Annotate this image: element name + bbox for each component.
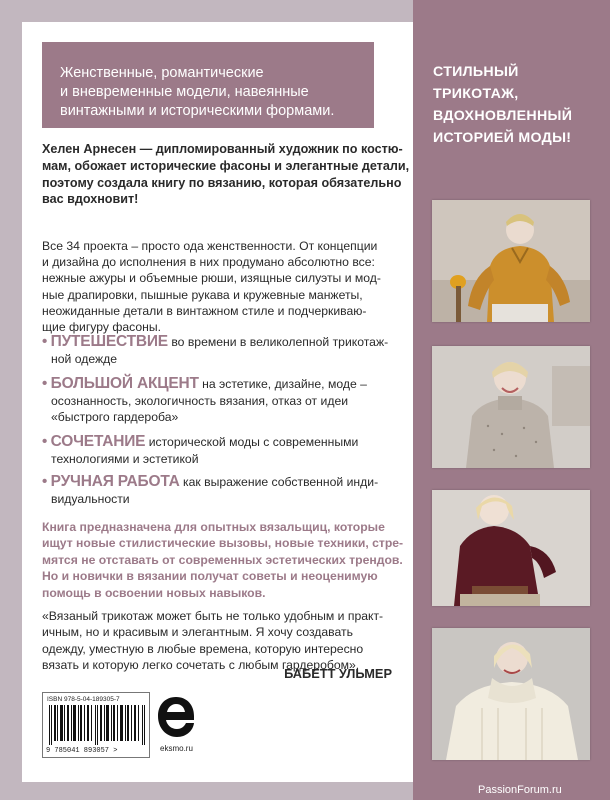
author-bio	[42, 141, 410, 208]
bullet-heading: СОЧЕТАНИЕ	[50, 433, 146, 450]
target-line: Книга предназначена для опытных вязальщиц, которые	[42, 520, 385, 534]
target-audience-paragraph	[42, 519, 404, 601]
tagline-line: ВДОХНОВЛЕННЫЙ	[433, 108, 573, 124]
bullet-first-line	[42, 334, 392, 351]
bullet-first-line	[42, 474, 392, 491]
bullet-text: во времени в великолепной трикотаж-	[171, 335, 389, 349]
bullet-handmade	[42, 474, 392, 507]
photo-grey-sweater	[432, 346, 590, 468]
bullet-text: на эстетике, дизайне, моде –	[202, 377, 367, 391]
projects-line: и дизайна до исполнения в них продумано абсолютно все:	[42, 255, 375, 270]
intro-line: винтажными и историческими формами.	[60, 103, 335, 119]
barcode	[42, 692, 150, 758]
quote-line: вязать и которую легко сочетать с любым гардеробом».	[42, 658, 360, 673]
bullet-accent	[42, 376, 392, 426]
bio-line: мам, обожает исторические фасоны и элегантные детали,	[42, 158, 410, 173]
tagline-line: ИСТОРИЕЙ МОДЫ!	[433, 130, 572, 146]
watermark: PassionForum.ru	[478, 784, 562, 796]
projects-line: неожиданные детали в винтажном стиле и подчеркиваю-	[42, 303, 367, 318]
bullet-heading: РУЧНАЯ РАБОТА	[50, 473, 180, 490]
quote-paragraph	[42, 608, 392, 674]
bullet-text: исторической моды с современными	[148, 435, 359, 449]
quote-line: ичным, но и красивым и элегантным. Я хочу создавать	[42, 625, 353, 640]
intro-box	[42, 42, 374, 128]
eksmo-logo-icon	[156, 695, 196, 740]
projects-paragraph	[42, 238, 390, 335]
bullet-mark: •	[42, 433, 48, 450]
bullet-mark: •	[42, 473, 48, 490]
projects-line: щие фигуру фасоны.	[42, 320, 162, 335]
bio-line: вас вдохновит!	[42, 192, 139, 207]
quote-line: «Вязаный трикотаж может быть не только удобным и практ-	[42, 609, 384, 623]
bullet-combination	[42, 434, 392, 467]
tagline-line: СТИЛЬНЫЙ	[433, 64, 519, 80]
projects-line: нежные ажуры и объемные рюши, изящные силуэты и мод-	[42, 271, 381, 286]
bullet-heading: БОЛЬШОЙ АКЦЕНТ	[50, 375, 199, 392]
tagline-line: ТРИКОТАЖ,	[433, 86, 519, 102]
photo-mustard-sweater	[432, 200, 590, 322]
barcode-number: 9 785041 893057 >	[46, 747, 118, 755]
isbn-text: ISBN 978-5-04-189305-7	[47, 696, 120, 703]
bullet-text: видуальности	[51, 491, 130, 506]
projects-line: ные драпировки, пышные рукава и кружевные манжеты,	[42, 287, 363, 302]
target-line: ищут новые стилистические вызовы, новые техники, стре-	[42, 536, 404, 551]
bullet-text: осознанность, экологичность вязания, отказ от идеи	[51, 393, 349, 408]
intro-line: и вневременные модели, навеянные	[60, 84, 309, 100]
bullet-text: технологиями и эстетикой	[51, 451, 199, 466]
bullet-text: «быстрого гардероба»	[51, 410, 179, 424]
target-line: помощь в освоении новых навыков.	[42, 585, 266, 600]
tagline	[433, 61, 603, 149]
bullet-first-line	[42, 434, 392, 451]
target-line: Но и новички в вязании получат советы и неоценимую	[42, 569, 378, 584]
photo-burgundy-sweater	[432, 490, 590, 606]
publisher-name: eksmo.ru	[160, 744, 193, 753]
bio-line: Хелен Арнесен — дипломированный художник по костю-	[42, 142, 403, 156]
quote-line: одежду, уместную в любые времена, которую интересно	[42, 641, 364, 656]
quote-author: БАБЕТТ УЛЬМЕР	[284, 666, 392, 681]
bullet-heading: ПУТЕШЕСТВИЕ	[50, 333, 168, 350]
bullet-journey	[42, 334, 392, 367]
bullet-mark: •	[42, 375, 48, 392]
bullet-first-line	[42, 376, 392, 393]
bio-line: поэтому создала книгу по вязанию, которая обязательно	[42, 175, 402, 190]
bullet-text: как выражение собственной инди-	[183, 475, 379, 489]
bullet-text: ной одежде	[51, 351, 118, 366]
bullet-mark: •	[42, 333, 48, 350]
photo-cream-sweater	[432, 628, 590, 760]
target-line: мятся не отставать от современных эстетических трендов.	[42, 552, 403, 567]
intro-line: Женственные, романтические	[60, 65, 264, 81]
projects-line: Все 34 проекта – просто ода женственности. От концепции	[42, 239, 378, 253]
barcode-bars	[49, 705, 145, 745]
